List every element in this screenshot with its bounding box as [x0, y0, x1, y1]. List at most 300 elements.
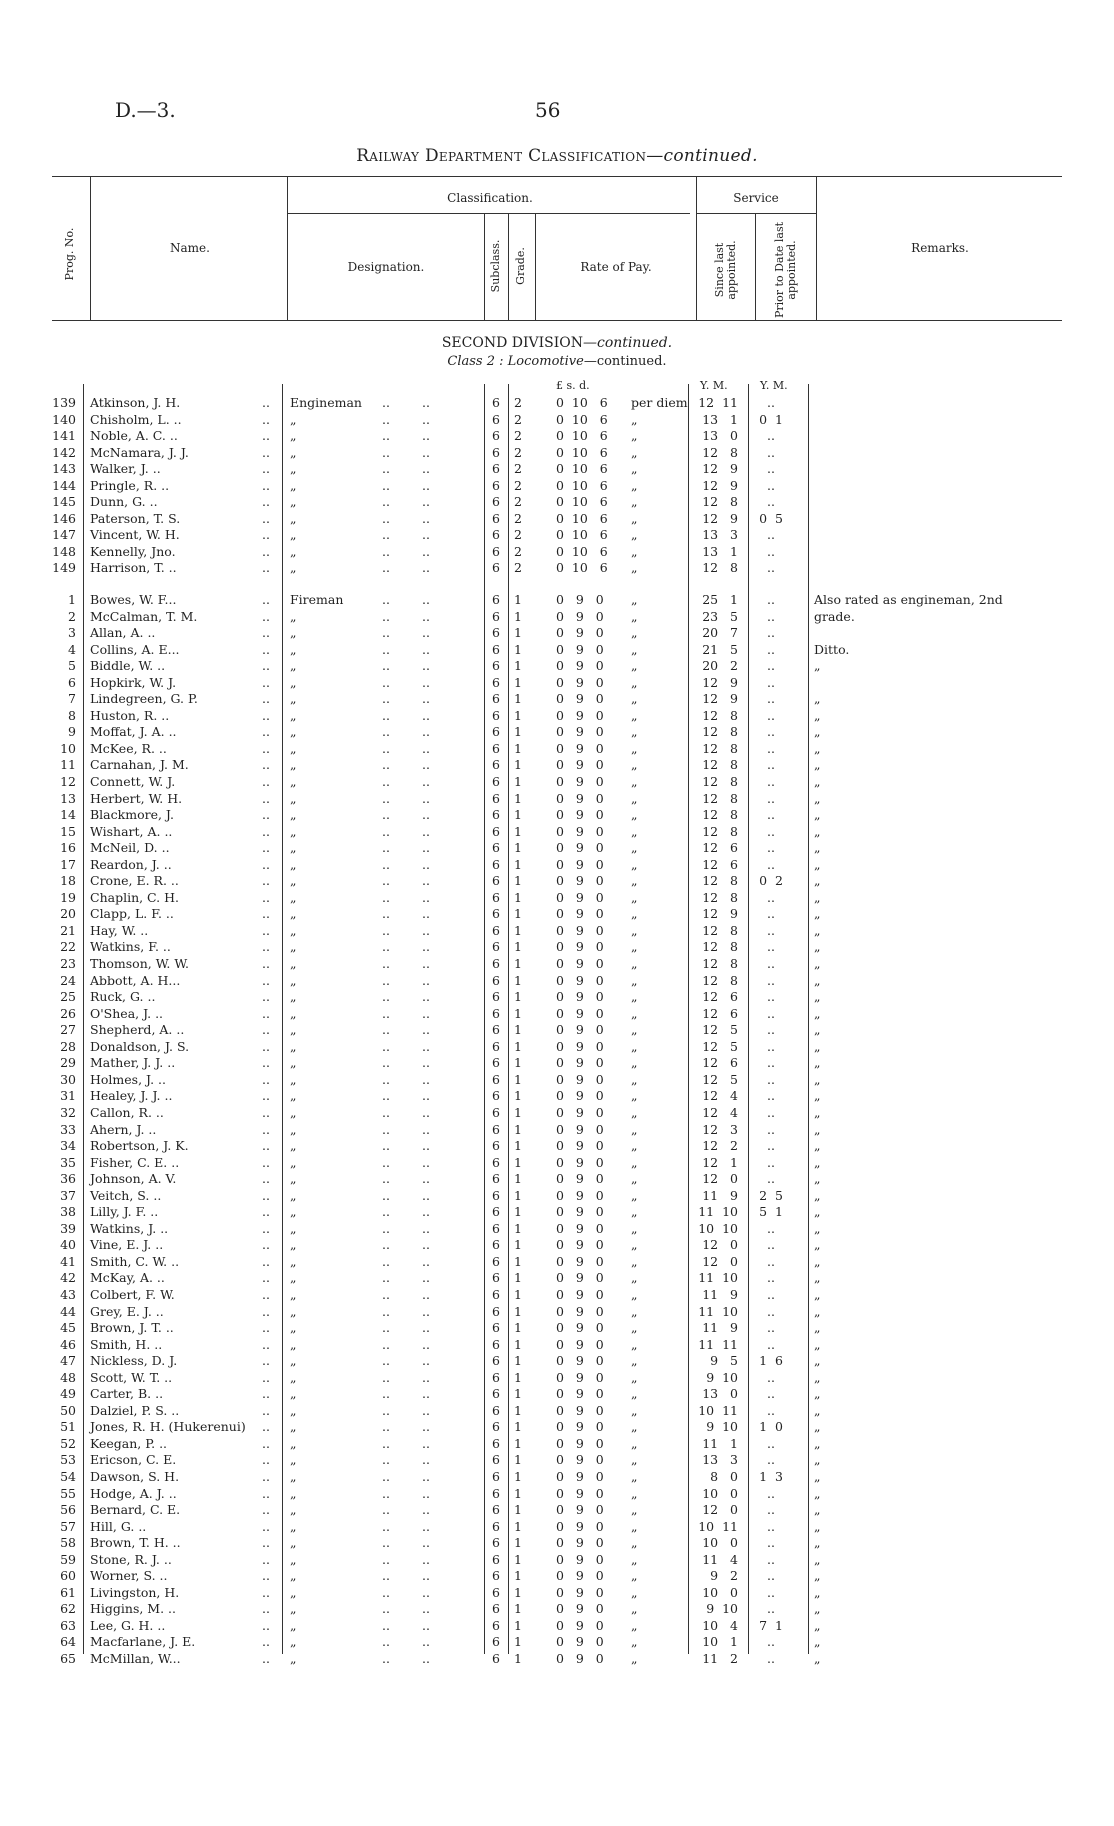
- pay-period: „: [631, 823, 638, 839]
- leader-dots: ..: [382, 1634, 390, 1650]
- subclass: 6: [492, 1551, 500, 1567]
- table-row: [52, 1072, 1062, 1089]
- designation: „: [290, 873, 297, 889]
- table-row: [52, 1502, 1062, 1519]
- prog-no: 140: [52, 411, 76, 427]
- leader-dots: ..: [262, 889, 270, 905]
- leader-dots: ..: [262, 1452, 270, 1468]
- pay-period: „: [631, 1568, 638, 1584]
- prior-to-date: ..: [767, 1071, 775, 1087]
- leader-dots: ..: [422, 1104, 430, 1120]
- pay-period: „: [631, 790, 638, 806]
- since-last-appointed: 12 8: [702, 707, 738, 723]
- prior-to-date: ..: [767, 1270, 775, 1286]
- table-row: [52, 1006, 1062, 1023]
- designation: „: [290, 641, 297, 657]
- pay-period: „: [631, 1071, 638, 1087]
- since-last-appointed: 12 8: [702, 939, 738, 955]
- designation: „: [290, 1452, 297, 1468]
- pay-period: „: [631, 494, 638, 510]
- designation: „: [290, 774, 297, 790]
- since-last-appointed: 12 8: [702, 873, 738, 889]
- grade: 2: [514, 527, 522, 543]
- leader-dots: ..: [262, 1055, 270, 1071]
- designation: „: [290, 608, 297, 624]
- table-row: [52, 1618, 1062, 1635]
- leader-dots: ..: [382, 873, 390, 889]
- rate-of-pay: 0 9 0: [556, 790, 604, 806]
- subclass: 6: [492, 889, 500, 905]
- leader-dots: ..: [382, 1468, 390, 1484]
- designation: „: [290, 922, 297, 938]
- leader-dots: ..: [262, 1286, 270, 1302]
- pay-period: „: [631, 1187, 638, 1203]
- rate-of-pay: 0 10 6: [556, 444, 608, 460]
- leader-dots: ..: [262, 477, 270, 493]
- prior-to-date: ..: [767, 1253, 775, 1269]
- leader-dots: ..: [422, 1551, 430, 1567]
- engineman-table: [52, 395, 1062, 577]
- employee-name: Brown, J. T. ..: [90, 1320, 174, 1336]
- designation: „: [290, 428, 297, 444]
- pay-units: £ s. d.: [556, 379, 590, 392]
- employee-name: Colbert, F. W.: [90, 1286, 175, 1302]
- table-row: [52, 1088, 1062, 1105]
- pay-period: „: [631, 1402, 638, 1418]
- since-last-appointed: 10 10: [698, 1220, 738, 1236]
- leader-dots: ..: [262, 1104, 270, 1120]
- leader-dots: ..: [262, 906, 270, 922]
- employee-name: Lindegreen, G. P.: [90, 691, 198, 707]
- rate-of-pay: 0 9 0: [556, 641, 604, 657]
- rate-of-pay: 0 9 0: [556, 774, 604, 790]
- grade: 1: [514, 1237, 522, 1253]
- leader-dots: ..: [422, 592, 430, 607]
- employee-name: Allan, A. ..: [90, 625, 156, 641]
- subclass: 6: [492, 527, 500, 543]
- pay-period: „: [631, 674, 638, 690]
- grade: 1: [514, 1386, 522, 1402]
- prior-to-date: ..: [767, 724, 775, 740]
- col-name: Name.: [170, 241, 210, 255]
- designation: „: [290, 1634, 297, 1650]
- leader-dots: ..: [382, 674, 390, 690]
- remarks: „: [814, 1634, 821, 1650]
- leader-dots: ..: [382, 641, 390, 657]
- since-last-appointed: 12 8: [702, 560, 738, 576]
- remarks: „: [814, 1535, 821, 1551]
- prior-to-date: ..: [767, 1601, 775, 1617]
- designation: „: [290, 790, 297, 806]
- table-row: [52, 1155, 1062, 1172]
- remarks: „: [814, 1386, 821, 1402]
- prog-no: 6: [68, 674, 76, 690]
- grade: 1: [514, 807, 522, 823]
- leader-dots: ..: [382, 691, 390, 707]
- grade: 1: [514, 1336, 522, 1352]
- pay-period: „: [631, 724, 638, 740]
- leader-dots: ..: [422, 1502, 430, 1518]
- rate-of-pay: 0 9 0: [556, 1154, 604, 1170]
- table-row: [52, 1022, 1062, 1039]
- grade: 2: [514, 411, 522, 427]
- leader-dots: ..: [382, 1535, 390, 1551]
- prog-no: 17: [60, 856, 76, 872]
- employee-name: Crone, E. R. ..: [90, 873, 179, 889]
- prior-to-date: ..: [767, 740, 775, 756]
- prog-no: 44: [60, 1303, 76, 1319]
- table-row: [52, 412, 1062, 429]
- employee-name: Donaldson, J. S.: [90, 1038, 190, 1054]
- remarks: „: [814, 1154, 821, 1170]
- since-last-appointed: 12 4: [702, 1088, 738, 1104]
- leader-dots: ..: [262, 1468, 270, 1484]
- prog-no: 143: [52, 461, 76, 477]
- pay-period: „: [631, 1485, 638, 1501]
- prog-no: 24: [60, 972, 76, 988]
- grade: 1: [514, 956, 522, 972]
- employee-name: Bowes, W. F...: [90, 592, 177, 607]
- since-last-appointed: 12 8: [702, 444, 738, 460]
- leader-dots: ..: [262, 939, 270, 955]
- grade: 1: [514, 1055, 522, 1071]
- prog-no: 59: [60, 1551, 76, 1567]
- grade: 1: [514, 906, 522, 922]
- employee-name: Smith, C. W. ..: [90, 1253, 180, 1269]
- pay-period: „: [631, 1353, 638, 1369]
- pay-period: „: [631, 1286, 638, 1302]
- since-last-appointed: 12 6: [702, 840, 738, 856]
- remarks: „: [814, 1452, 821, 1468]
- since-last-appointed: 12 8: [702, 922, 738, 938]
- since-last-appointed: 11 1: [702, 1435, 738, 1451]
- leader-dots: ..: [262, 956, 270, 972]
- prog-no: 10: [60, 740, 76, 756]
- designation: „: [290, 906, 297, 922]
- rate-of-pay: 0 9 0: [556, 1468, 604, 1484]
- remarks: „: [814, 889, 821, 905]
- leader-dots: ..: [382, 477, 390, 493]
- leader-dots: ..: [422, 956, 430, 972]
- leader-dots: ..: [262, 1535, 270, 1551]
- employee-name: McKee, R. ..: [90, 740, 167, 756]
- pay-period: „: [631, 1452, 638, 1468]
- rate-of-pay: 0 9 0: [556, 1055, 604, 1071]
- prior-to-date: ..: [767, 1320, 775, 1336]
- table-row: [52, 1105, 1062, 1122]
- grade: 1: [514, 889, 522, 905]
- leader-dots: ..: [262, 543, 270, 559]
- leader-dots: ..: [262, 1154, 270, 1170]
- since-last-appointed: 12 0: [702, 1171, 738, 1187]
- rate-of-pay: 0 10 6: [556, 411, 608, 427]
- designation: „: [290, 939, 297, 955]
- rate-of-pay: 0 9 0: [556, 1617, 604, 1633]
- pay-period: „: [631, 1154, 638, 1170]
- col-classification: Classification.: [447, 191, 533, 205]
- pay-period: „: [631, 1386, 638, 1402]
- since-last-appointed: 12 1: [702, 1154, 738, 1170]
- subclass: 6: [492, 674, 500, 690]
- rate-of-pay: 0 9 0: [556, 691, 604, 707]
- employee-name: Brown, T. H. ..: [90, 1535, 181, 1551]
- subclass: 6: [492, 972, 500, 988]
- since-last-appointed: 11 11: [698, 1336, 738, 1352]
- employee-name: Collins, A. E...: [90, 641, 180, 657]
- remarks: „: [814, 1138, 821, 1154]
- table-row: [52, 395, 1062, 412]
- prog-no: 31: [60, 1088, 76, 1104]
- employee-name: Lilly, J. F. ..: [90, 1204, 159, 1220]
- designation: „: [290, 1237, 297, 1253]
- designation: „: [290, 1518, 297, 1534]
- leader-dots: ..: [422, 1617, 430, 1633]
- designation: „: [290, 1154, 297, 1170]
- subclass: 6: [492, 608, 500, 624]
- rate-of-pay: 0 9 0: [556, 889, 604, 905]
- leader-dots: ..: [262, 1171, 270, 1187]
- rate-of-pay: 0 9 0: [556, 1634, 604, 1650]
- table-row: [52, 1320, 1062, 1337]
- pay-period: „: [631, 1369, 638, 1385]
- remarks: „: [814, 823, 821, 839]
- leader-dots: ..: [262, 1320, 270, 1336]
- subclass: 6: [492, 989, 500, 1005]
- prior-to-date: ..: [767, 1237, 775, 1253]
- leader-dots: ..: [382, 592, 390, 607]
- since-last-appointed: 12 5: [702, 1022, 738, 1038]
- remarks: grade.: [814, 608, 855, 624]
- designation: „: [290, 1253, 297, 1269]
- leader-dots: ..: [382, 922, 390, 938]
- prior-to-date: ..: [767, 1104, 775, 1120]
- leader-dots: ..: [382, 1617, 390, 1633]
- since-last-appointed: 10 11: [698, 1402, 738, 1418]
- grade: 1: [514, 1518, 522, 1534]
- table-row: [52, 973, 1062, 990]
- prior-to-date: ..: [767, 1220, 775, 1236]
- since-last-appointed: 12 8: [702, 889, 738, 905]
- pay-period: „: [631, 1204, 638, 1220]
- table-row: [52, 1337, 1062, 1354]
- subclass: 6: [492, 707, 500, 723]
- employee-name: Keegan, P. ..: [90, 1435, 168, 1451]
- leader-dots: ..: [422, 411, 430, 427]
- col-prog-no: Prog. No.: [63, 227, 76, 281]
- table-row: [52, 560, 1062, 577]
- subclass: 6: [492, 873, 500, 889]
- subclass: 6: [492, 428, 500, 444]
- designation: „: [290, 740, 297, 756]
- since-last-appointed: 9 10: [706, 1419, 738, 1435]
- grade: 1: [514, 1601, 522, 1617]
- leader-dots: ..: [262, 1402, 270, 1418]
- rate-of-pay: 0 9 0: [556, 1104, 604, 1120]
- subclass: 6: [492, 1452, 500, 1468]
- remarks: „: [814, 1171, 821, 1187]
- grade: 1: [514, 757, 522, 773]
- leader-dots: ..: [382, 1253, 390, 1269]
- designation: „: [290, 856, 297, 872]
- employee-name: Thomson, W. W.: [90, 956, 189, 972]
- table-row: [52, 857, 1062, 874]
- leader-dots: ..: [262, 1138, 270, 1154]
- grade: 1: [514, 1485, 522, 1501]
- pay-period: „: [631, 1038, 638, 1054]
- leader-dots: ..: [382, 527, 390, 543]
- employee-name: Watkins, F. ..: [90, 939, 171, 955]
- leader-dots: ..: [262, 1518, 270, 1534]
- prog-no: 139: [52, 395, 76, 410]
- subclass: 6: [492, 1154, 500, 1170]
- remarks: „: [814, 1651, 821, 1666]
- leader-dots: ..: [262, 1220, 270, 1236]
- pay-period: „: [631, 1237, 638, 1253]
- leader-dots: ..: [262, 1038, 270, 1054]
- title-continued: —continued.: [646, 146, 758, 166]
- leader-dots: ..: [422, 527, 430, 543]
- employee-name: Chisholm, L. ..: [90, 411, 182, 427]
- leader-dots: ..: [382, 807, 390, 823]
- designation: „: [290, 527, 297, 543]
- employee-name: Stone, R. J. ..: [90, 1551, 172, 1567]
- designation: „: [290, 1485, 297, 1501]
- rate-of-pay: 0 9 0: [556, 1568, 604, 1584]
- pay-period: „: [631, 477, 638, 493]
- prog-no: 3: [68, 625, 76, 641]
- remarks: „: [814, 873, 821, 889]
- rate-of-pay: 0 9 0: [556, 1551, 604, 1567]
- grade: 1: [514, 1551, 522, 1567]
- prog-no: 46: [60, 1336, 76, 1352]
- rate-of-pay: 0 9 0: [556, 674, 604, 690]
- pay-period: „: [631, 428, 638, 444]
- grade: 1: [514, 1634, 522, 1650]
- prior-to-date: ..: [767, 641, 775, 657]
- rate-of-pay: 0 9 0: [556, 1005, 604, 1021]
- subclass: 6: [492, 1055, 500, 1071]
- leader-dots: ..: [422, 1353, 430, 1369]
- grade: 1: [514, 1435, 522, 1451]
- remarks: „: [814, 840, 821, 856]
- subclass: 6: [492, 1121, 500, 1137]
- rate-of-pay: 0 9 0: [556, 1138, 604, 1154]
- prog-no: 14: [60, 807, 76, 823]
- subclass: 6: [492, 494, 500, 510]
- designation: „: [290, 461, 297, 477]
- prior-to-date: ..: [767, 1452, 775, 1468]
- subclass: 6: [492, 1204, 500, 1220]
- leader-dots: ..: [382, 1369, 390, 1385]
- table-row: [52, 1452, 1062, 1469]
- grade: 1: [514, 1568, 522, 1584]
- leader-dots: ..: [382, 1171, 390, 1187]
- leader-dots: ..: [422, 790, 430, 806]
- employee-name: Kennelly, Jno.: [90, 543, 176, 559]
- prior-to-date: ..: [767, 494, 775, 510]
- pay-period: „: [631, 922, 638, 938]
- designation: „: [290, 1468, 297, 1484]
- employee-name: Holmes, J. ..: [90, 1071, 166, 1087]
- rate-of-pay: 0 9 0: [556, 972, 604, 988]
- grade: 1: [514, 1402, 522, 1418]
- leader-dots: ..: [262, 807, 270, 823]
- prior-to-date: ..: [767, 658, 775, 674]
- since-last-appointed: 10 11: [698, 1518, 738, 1534]
- since-last-appointed: 13 0: [702, 1386, 738, 1402]
- leader-dots: ..: [382, 1154, 390, 1170]
- leader-dots: ..: [262, 608, 270, 624]
- rate-of-pay: 0 9 0: [556, 1204, 604, 1220]
- table-row: [52, 1519, 1062, 1536]
- leader-dots: ..: [382, 989, 390, 1005]
- since-last-appointed: 10 1: [702, 1634, 738, 1650]
- leader-dots: ..: [382, 1270, 390, 1286]
- subclass: 6: [492, 1286, 500, 1302]
- leader-dots: ..: [262, 790, 270, 806]
- subclass: 6: [492, 840, 500, 856]
- prior-to-date: ..: [767, 1369, 775, 1385]
- table-row: [52, 774, 1062, 791]
- prior-to-date: ..: [767, 856, 775, 872]
- pay-period: „: [631, 1171, 638, 1187]
- remarks: „: [814, 922, 821, 938]
- rate-of-pay: 0 9 0: [556, 906, 604, 922]
- pay-period: „: [631, 840, 638, 856]
- designation: „: [290, 444, 297, 460]
- employee-name: Watkins, J. ..: [90, 1220, 169, 1236]
- subclass: 6: [492, 1237, 500, 1253]
- prior-units: Y. M.: [760, 379, 788, 392]
- designation: „: [290, 560, 297, 576]
- pay-period: „: [631, 1320, 638, 1336]
- employee-name: Ruck, G. ..: [90, 989, 156, 1005]
- leader-dots: ..: [262, 774, 270, 790]
- leader-dots: ..: [382, 1320, 390, 1336]
- grade: 1: [514, 856, 522, 872]
- rate-of-pay: 0 9 0: [556, 939, 604, 955]
- prior-to-date: ..: [767, 592, 775, 607]
- employee-name: Lee, G. H. ..: [90, 1617, 166, 1633]
- employee-name: Healey, J. J. ..: [90, 1088, 173, 1104]
- leader-dots: ..: [382, 1568, 390, 1584]
- table-row: [52, 428, 1062, 445]
- prog-no: 27: [60, 1022, 76, 1038]
- pay-period: „: [631, 1584, 638, 1600]
- leader-dots: ..: [422, 1022, 430, 1038]
- prior-to-date: ..: [767, 1286, 775, 1302]
- subclass: 6: [492, 1320, 500, 1336]
- since-last-appointed: 13 1: [702, 411, 738, 427]
- prog-no: 23: [60, 956, 76, 972]
- pay-period: „: [631, 1121, 638, 1137]
- leader-dots: ..: [422, 1171, 430, 1187]
- leader-dots: ..: [262, 527, 270, 543]
- prog-no: 65: [60, 1651, 76, 1666]
- designation: „: [290, 543, 297, 559]
- prog-no: 55: [60, 1485, 76, 1501]
- pay-period: „: [631, 560, 638, 576]
- since-last-appointed: 23 5: [702, 608, 738, 624]
- col-grade: Grade.: [514, 247, 527, 285]
- pay-period: „: [631, 1303, 638, 1319]
- designation: „: [290, 674, 297, 690]
- leader-dots: ..: [422, 510, 430, 526]
- pay-period: „: [631, 691, 638, 707]
- leader-dots: ..: [382, 1104, 390, 1120]
- designation: „: [290, 840, 297, 856]
- leader-dots: ..: [422, 757, 430, 773]
